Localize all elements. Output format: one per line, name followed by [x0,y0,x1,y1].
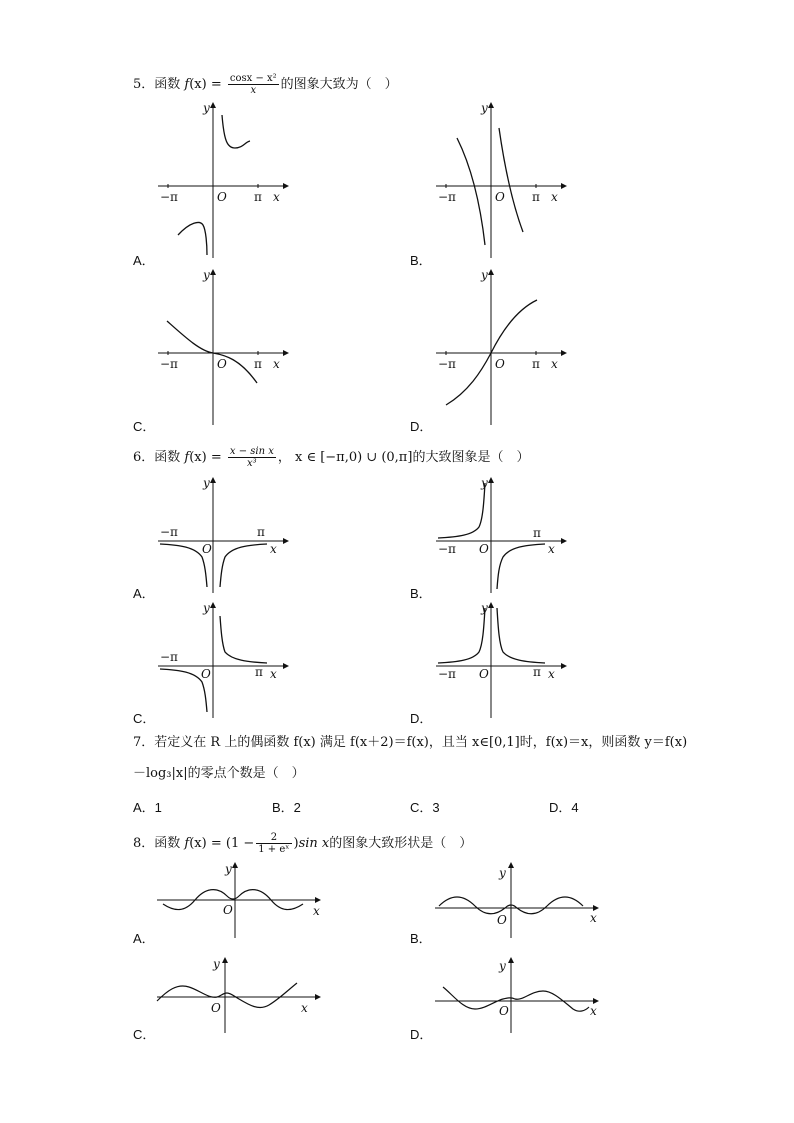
q5d-x-label: x [551,357,558,371]
q8b-y-label: y [499,866,506,880]
q7-option-b[interactable]: B．2 [272,800,301,815]
q5-graph-c [155,267,290,427]
q8-numerator: 2 [256,832,291,844]
q6-numerator: x − sin x [229,446,274,457]
q6d-pi: π [533,665,541,679]
q6-option-a[interactable]: A． [133,586,155,601]
q5b-y-label: y [481,101,488,115]
q6a-x-label: x [270,542,277,556]
q8d-y-label: y [499,959,506,973]
q5d-y-label: y [481,268,488,282]
q8-graph-d [433,955,603,1035]
q8b-x-label: x [590,911,597,925]
q6b-origin: O [479,542,489,556]
q5a-y-label: y [203,101,210,115]
q6c-neg-pi: −π [160,650,178,664]
q8-option-b[interactable]: B． [410,931,432,946]
q8-graph-a [155,860,325,940]
q6-domain: ， x ∈ [−π,0) ∪ (0,π] [277,450,413,465]
q7-option-c[interactable]: C．3 [410,800,440,815]
q5a-pi: π [254,190,262,204]
q6a-origin: O [202,542,212,556]
q7-line-2: －log₃|x|的零点个数是（ ） [133,766,305,781]
q6b-y-label: y [481,476,488,490]
q5-stem [133,73,398,96]
q8d-x-label: x [590,1004,597,1018]
q6-stem [133,446,529,469]
q6c-origin: O [201,667,211,681]
q8d-origin: O [499,1004,509,1018]
q6-suffix: 的大致图象是（ ） [412,450,530,465]
q5-option-c[interactable]: C． [133,419,156,434]
q5a-x-label: x [273,190,280,204]
q8-bracket-open: (1 − [225,836,255,851]
q6-graph-a [155,475,290,595]
q8-fraction [256,832,291,855]
q8-option-a[interactable]: A． [133,931,155,946]
q8-bracket-close: ) [293,836,299,851]
q5d-pi: π [532,357,540,371]
q6-graph-c [155,600,290,720]
q8-option-c[interactable]: C． [133,1027,156,1042]
q5-option-d[interactable]: D． [410,419,433,434]
q6-option-b[interactable]: B． [410,586,432,601]
q6-fraction [228,446,276,469]
q5-paren: (x) = [189,77,222,92]
q8a-y-label: y [225,862,232,876]
q5-option-a[interactable]: A． [133,253,155,268]
q6c-x-label: x [270,667,277,681]
q5-suffix: 的图象大致为（ ） [280,77,398,92]
q8-fx: f [184,836,190,851]
q8a-x-label: x [313,904,320,918]
q5a-origin: O [217,190,227,204]
q6-fx: f [184,450,190,465]
q5c-y-label: y [203,268,210,282]
q8-graph-b [433,860,603,940]
q6-paren: (x) = [189,450,222,465]
q8b-origin: O [497,913,507,927]
q5-fx: f [184,77,190,92]
q8a-origin: O [223,903,233,917]
q6a-neg-pi: −π [160,525,178,539]
q6b-x-label: x [548,542,555,556]
q8-paren: (x) = [189,836,222,851]
q6-denominator: x³ [247,458,257,469]
q5b-pi: π [532,190,540,204]
q6a-y-label: y [203,476,210,490]
q6b-pi: π [533,526,541,540]
q8c-x-label: x [301,1001,308,1015]
q5b-x-label: x [551,190,558,204]
q5-option-b[interactable]: B． [410,253,432,268]
q5c-origin: O [217,357,227,371]
q5b-origin: O [495,190,505,204]
q6d-x-label: x [548,667,555,681]
q6a-pi: π [257,525,265,539]
q6-graph-b [433,475,568,595]
q5a-neg-pi: −π [160,190,178,204]
q5-graph-d [433,267,568,427]
q7-option-d[interactable]: D．4 [549,800,579,815]
q5-graph-a [155,100,290,260]
q5-fraction [228,73,279,96]
q6-option-c[interactable]: C． [133,711,156,726]
q6-prefix: 6．函数 [133,450,181,465]
q5-denominator: x [250,85,257,96]
q8-prefix: 8．函数 [133,836,181,851]
q6-option-d[interactable]: D． [410,711,433,726]
q7-option-a[interactable]: A．1 [133,800,162,815]
q5c-x-label: x [273,357,280,371]
q5c-neg-pi: −π [160,357,178,371]
q6b-neg-pi: −π [438,542,456,556]
q6c-pi: π [255,665,263,679]
q5c-pi: π [254,357,262,371]
q5-prefix: 5．函数 [133,77,181,92]
q6-graph-d [433,600,568,720]
q7-line-1: 7．若定义在 R 上的偶函数 f(x) 满足 f(x＋2)＝f(x)，且当 x∈[0,1]时，f(x)＝x，则函数 y＝f(x) [133,735,688,750]
q8-suffix: 的图象大致形状是（ ） [329,836,473,851]
q6d-y-label: y [481,601,488,615]
q6c-y-label: y [203,601,210,615]
q8-option-d[interactable]: D． [410,1027,433,1042]
q5d-origin: O [495,357,505,371]
q5d-neg-pi: −π [438,357,456,371]
q8c-y-label: y [213,957,220,971]
q8c-origin: O [211,1001,221,1015]
q8-denominator: 1 + eˣ [258,844,290,855]
q6d-origin: O [479,667,489,681]
q5-graph-b [433,100,568,260]
q5-numerator: cosx − x² [229,73,277,84]
q6d-neg-pi: −π [438,667,456,681]
q8-tail: sin x [298,836,330,851]
q8-stem [133,832,472,855]
q8-graph-c [155,955,325,1035]
q5b-neg-pi: −π [438,190,456,204]
